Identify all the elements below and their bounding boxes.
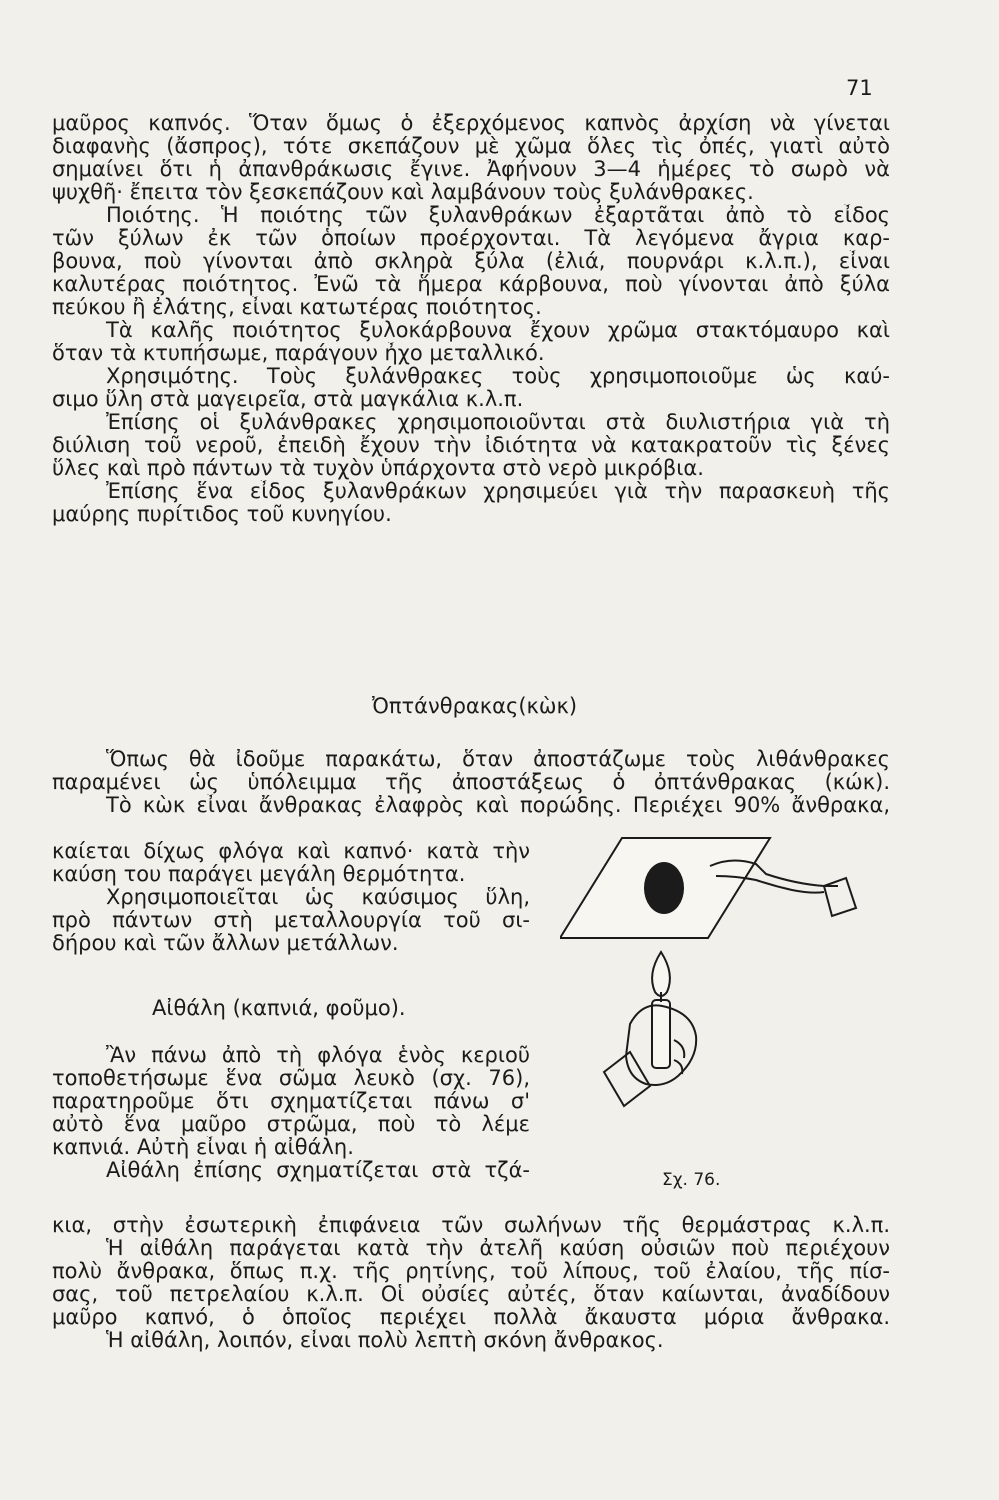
text-line: Ἡ αἰθάλη παράγεται κατὰ τὴν ἀτελῆ καύση οὐσιῶν ποὺ περιέχουν: [106, 1237, 890, 1260]
text-line: Ὅπως θὰ ἰδοῦμε παρακάτω, ὅταν ἀποστάζωμε τοὺς λιθάνθρακες: [106, 748, 890, 771]
text-line: Ἡ αἰθάλη, λοιπόν, εἶναι πολὺ λεπτὴ σκόνη ἄνθρακος.: [106, 1329, 664, 1352]
upper-hand-cuff: [824, 878, 856, 916]
text-line: βουνα, ποὺ γίνονται ἀπὸ σκληρὰ ξύλα (ἐλιά, πουρνάρι κ.λ.π.), εἶναι: [52, 250, 890, 273]
text-line: Αἰθάλη ἐπίσης σχηματίζεται στὰ τζά-: [106, 1159, 530, 1182]
text-line: παραμένει ὡς ὑπόλειμμα τῆς ἀποστάξεως ὁ ὀπτάνθρακας (κώκ).: [52, 771, 890, 794]
figure-candle-plate: [560, 828, 880, 1128]
text-line: αὐτὸ ἕνα μαῦρο στρῶμα, ποὺ τὸ λέμε: [52, 1113, 530, 1136]
text-line: τοποθετήσωμε ἕνα σῶμα λευκὸ (σχ. 76),: [52, 1067, 530, 1090]
text-line: διαφανὴς (ἄσπρος), τότε σκεπάζουν μὲ χῶμα ὅλες τὶς ὀπές, γιατὶ αὐτὸ: [52, 135, 890, 158]
text-line: πρὸ πάντων στὴ μεταλλουργία τοῦ σι-: [52, 909, 530, 932]
text-line: σας, τοῦ πετρελαίου κ.λ.π. Οἱ οὐσίες αὐτές, ὅταν καίωνται, ἀναδίδουν: [52, 1283, 890, 1306]
text-line: Ποιότης. Ἡ ποιότης τῶν ξυλανθράκων ἐξαρτᾶται ἀπὸ τὸ εἶδος: [106, 204, 890, 227]
text-line: Τὸ κὼκ εἶναι ἄνθρακας ἐλαφρὸς καὶ πορώδης. Περιέχει 90% ἄνθρακα,: [106, 794, 890, 817]
page-number: 71: [846, 76, 873, 100]
text-line: τῶν ξύλων ἐκ τῶν ὁποίων προέρχονται. Τὰ λεγόμενα ἄγρια καρ-: [52, 227, 890, 250]
text-line: κια, στὴν ἐσωτερικὴ ἐπιφάνεια τῶν σωλήνων τῆς θερμάστρας κ.λ.π.: [52, 1214, 890, 1237]
text-line: σημαίνει ὅτι ἡ ἀπανθράκωσις ἔγινε. Ἀφήνουν 3—4 ἡμέρες τὸ σωρὸ νὰ: [52, 158, 890, 181]
charcoal-section: [52, 112, 890, 526]
text-line: Χρησιμοποιεῖται ὡς καύσιμος ὕλη,: [106, 886, 530, 909]
text-line: πεύκου ἢ ἐλάτης, εἶναι κατωτέρας ποιότητος.: [52, 296, 542, 319]
text-line: Ἂν πάνω ἀπὸ τὴ φλόγα ἑνὸς κεριοῦ: [106, 1044, 530, 1067]
text-line: ψυχθῆ· ἔπειτα τὸν ξεσκεπάζουν καὶ λαμβάνουν τοὺς ξυλάνθρακες.: [52, 181, 754, 204]
text-line: πολὺ ἄνθρακα, ὅπως π.χ. τῆς ρητίνης, τοῦ λίπους, τοῦ ἐλαίου, τῆς πίσ-: [52, 1260, 890, 1283]
text-line: καπνιά. Αὐτὴ εἶναι ἡ αἰθάλη.: [52, 1136, 354, 1159]
text-line: Ἐπίσης ἕνα εἶδος ξυλανθράκων χρησιμεύει γιὰ τὴν παρασκευὴ τῆς: [106, 480, 890, 503]
text-line: Χρησιμότης. Τοὺς ξυλάνθρακες τοὺς χρησιμοποιοῦμε ὡς καύ-: [106, 365, 890, 388]
text-column-soot: [52, 1044, 530, 1182]
text-line: ὕλες καὶ πρὸ πάντων τὰ τυχὸν ὑπάρχοντα στὸ νερὸ μικρόβια.: [52, 457, 704, 480]
section-heading-coke: Ὀπτάνθρακας(κὼκ): [372, 694, 578, 718]
text-line: μαύρης πυρίτιδος τοῦ κυνηγίου.: [52, 503, 392, 526]
figure-caption: Σχ. 76.: [662, 1170, 721, 1190]
text-line: δήρου καὶ τῶν ἄλλων μετάλλων.: [52, 932, 399, 955]
text-line: Τὰ καλῆς ποιότητος ξυλοκάρβουνα ἔχουν χρῶμα στακτόμαυρο καὶ: [106, 319, 890, 342]
text-line: καλυτέρας ποιότητος. Ἐνῶ τὰ ἥμερα κάρβουνα, ποὺ γίνονται ἀπὸ ξύλα: [52, 273, 890, 296]
text-line: Ἐπίσης οἱ ξυλάνθρακες χρησιμοποιοῦνται στὰ διυλιστήρια γιὰ τὴ: [106, 411, 890, 434]
soot-section: [52, 1214, 890, 1352]
coke-section: [52, 748, 890, 817]
section-heading-soot: Αἰθάλη (καπνιά, φοῦμο).: [152, 996, 406, 1020]
text-column: [52, 840, 530, 955]
text-line: διύλιση τοῦ νεροῦ, ἐπειδὴ ἔχουν τὴν ἰδιότητα νὰ κατακρατοῦν τὶς ξένες: [52, 434, 890, 457]
candle-plate-illustration: [560, 828, 880, 1128]
text-line: παρατηροῦμε ὅτι σχηματίζεται πάνω σ': [52, 1090, 530, 1113]
candle-flame: [652, 952, 670, 996]
text-line: καίεται δίχως φλόγα καὶ καπνό· κατὰ τὴν: [52, 840, 530, 863]
text-line: μαῦρος καπνός. Ὅταν ὅμως ὁ ἐξερχόμενος καπνὸς ἀρχίση νὰ γίνεται: [52, 112, 890, 135]
text-line: μαῦρο καπνό, ὁ ὁποῖος περιέχει πολλὰ ἄκαυστα μόρια ἄνθρακα.: [52, 1306, 890, 1329]
text-line: καύση του παράγει μεγάλη θερμότητα.: [52, 863, 466, 886]
soot-spot: [644, 862, 684, 914]
candle: [652, 1000, 670, 1068]
text-line: σιμο ὕλη στὰ μαγειρεῖα, στὰ μαγκάλια κ.λ.π.: [52, 388, 524, 411]
text-line: ὅταν τὰ κτυπήσωμε, παράγουν ἦχο μεταλλικό.: [52, 342, 545, 365]
